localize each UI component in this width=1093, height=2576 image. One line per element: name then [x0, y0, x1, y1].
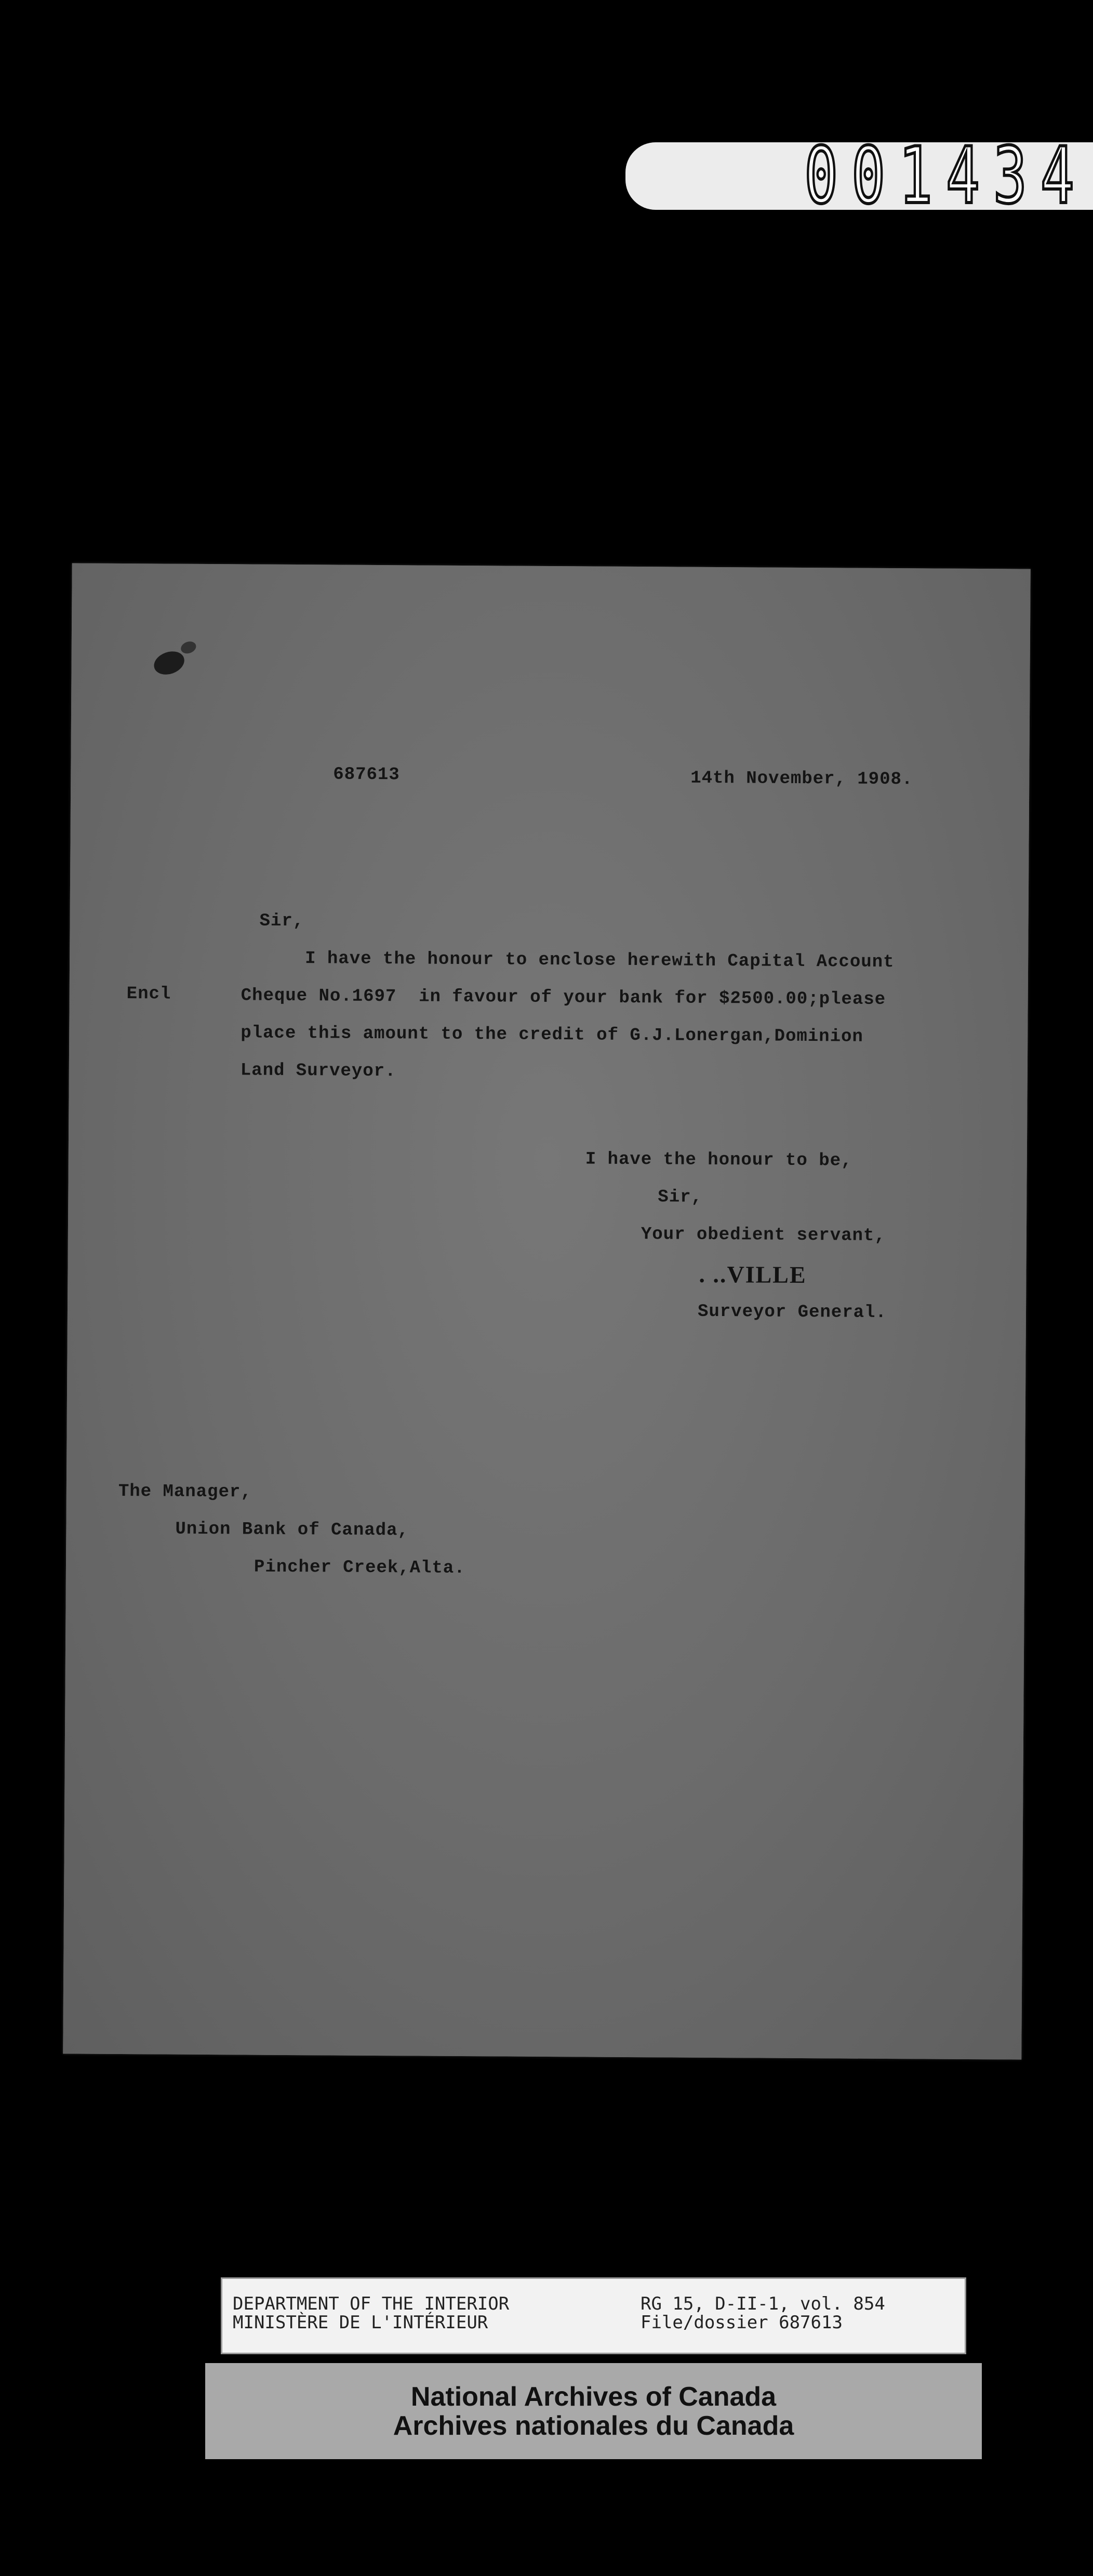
archive-name-english: National Archives of Canada [410, 2381, 777, 2412]
body-line: Land Surveyor. [240, 1061, 396, 1082]
record-group-reference: RG 15, D-II-1, vol. 854 [641, 2293, 885, 2314]
archive-stamp [205, 2363, 982, 2459]
letter-date: 14th November, 1908. [690, 768, 913, 790]
signer-title: Surveyor General. [697, 1302, 887, 1323]
addressee-line: Pincher Creek,Alta. [254, 1557, 465, 1579]
body-line: I have the honour to enclose herewith Capital Account [305, 949, 895, 973]
closing-line: Sir, [658, 1187, 703, 1208]
letter-page [63, 563, 1030, 2059]
frame-number-badge [625, 131, 1093, 221]
file-number: 687613 [333, 764, 400, 785]
ink-stain [179, 639, 198, 655]
department-english: DEPARTMENT OF THE INTERIOR [233, 2293, 510, 2314]
archive-name-french: Archives nationales du Canada [393, 2410, 794, 2441]
body-line: place this amount to the credit of G.J.Lonergan,Dominion [241, 1023, 863, 1047]
frame-number: 001434 [804, 131, 1088, 221]
file-reference: File/dossier 687613 [641, 2312, 843, 2333]
margin-note: Encl [126, 984, 171, 1004]
closing-line: Your obedient servant, [641, 1225, 886, 1246]
addressee-line: The Manager, [118, 1481, 252, 1502]
closing-line: I have the honour to be, [585, 1149, 852, 1171]
archive-reference-label [221, 2277, 966, 2354]
signature: . ..VILLE [699, 1260, 807, 1289]
body-line: Cheque No.1697 in favour of your bank for $2500.00;please [241, 986, 886, 1010]
salutation: Sir, [259, 911, 304, 932]
addressee-line: Union Bank of Canada, [175, 1519, 409, 1541]
department-french: MINISTÈRE DE L'INTÉRIEUR [233, 2312, 488, 2333]
